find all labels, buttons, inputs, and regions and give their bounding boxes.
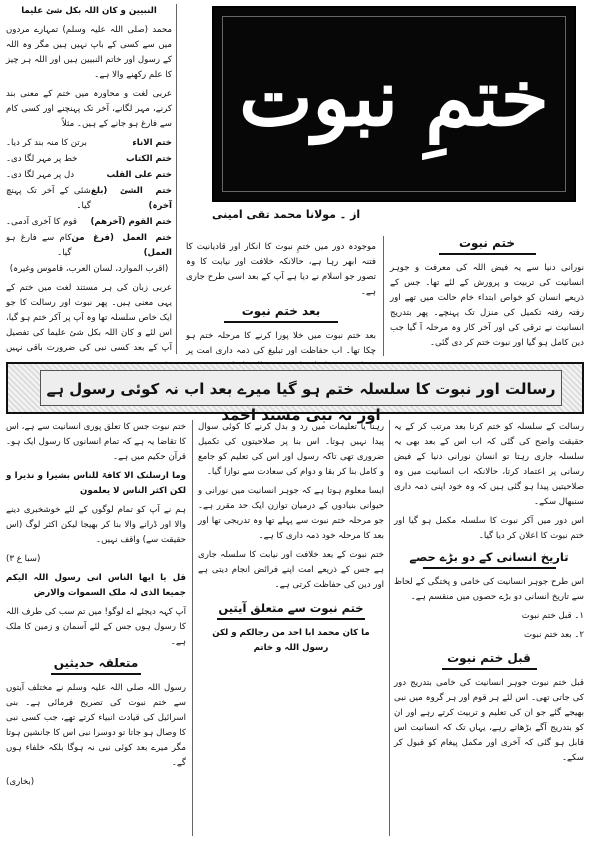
col2-heading: ختم نبوت سے متعلق آیتیں [198,601,384,620]
col3-heading: متعلقہ حدیثیں [6,656,186,675]
column-divider [389,420,390,836]
col3-paragraph: ختم نبوت جس کا تعلق پوری انسانیت سے ہے، اس کا تقاضا یہ ہے کہ تمام انسانوں کا رسول ایک ہو۔ قرآن حکیم میں ہے۔ [6,422,186,462]
verse-translation: آپ کہہ دیجئے اے لوگو! میں تم سب کی طرف اللہ کا رسول ہوں جس کے لئے آسمان و زمین کا ملک ہے۔ [6,607,186,647]
source-note: (اقرب الموارد، لسان العرب، قاموس وغیرہ) [9,264,169,274]
column-divider [176,4,177,354]
mid-top-heading: بعد ختم نبوت [186,304,376,323]
example-row: ختم الاناء برتن کا منہ بند کر دیا۔ [6,138,172,148]
bottom-col-middle [198,420,384,838]
mid-top-paragraph: بعد ختم نبوت میں خلا پورا کرنے کا مرحلہ ختم ہو چکا تھا۔ اب حفاظت اور تبلیغ کی ذمہ داری امت پر [186,331,376,356]
verse-reference: (سبا ع ۳) [6,554,41,564]
page-title: ختمِ نبوت [239,53,549,144]
col1-heading: قبل ختم نبوت [394,651,584,670]
examples-list [6,136,172,261]
right-top-heading: ختم نبوت [390,236,584,255]
col2-paragraph: ختم نبوت کے بعد خلافت اور نیابت کا سلسلہ جاری ہے جس کے ذریعے امت اپنے فرائض انجام دیتی ہے اور دین کی حفاظت کرتی ہے۔ [198,550,384,590]
verse-text: ما کان محمد ابا احد من رجالکم و لکن رسول اللہ و خاتم [212,628,370,653]
col1-paragraph: اس دور میں آکر نبوت کا سلسلہ مکمل ہو گیا اور ختم نبوت کا اعلان کر دیا گیا۔ [394,516,584,541]
column-divider [383,236,384,356]
hadith-text: رسول اللہ صلی اللہ علیہ وسلم نے مختلف آیتوں سے ختم نبوت کی تصریح فرمائی ہے۔ بنی اسرائیل کی قیادت انبیاء کرتے تھے، جب کسی نبی کا وصال ہو جاتا تو دوسرا نبی اس کا جانشین ہوتا مگر میرے بعد کوئی نبی نہ ہوگا بلکہ خلفاء ہوں گے۔ [6,683,186,768]
banner [6,362,584,424]
bottom-col-left [6,420,186,838]
col2-paragraph: رہنا یا تعلیمات میں رد و بدل کرنے کا کوئی سوال پیدا نہیں ہوتا۔ اس بنا پر صلاحیتوں کی تکمیل ضروری تھی تاکہ رسول اور اس کی تعلیم کو جامع و کامل بنا کر بقا و دوام کی سعادت سے نوازا گیا۔ [198,422,384,477]
column-divider [192,420,193,836]
left-top-paragraph: عربی لغت و محاورہ میں ختم کے معنی بند کرنے، مہر لگانے، آخر تک پہنچنے اور کسی کام سے فارغ ہو جانے کے ہیں۔ مثلاً [6,89,172,129]
col1-list-item: ۱۔ قبل ختم نبوت [521,611,584,621]
col2-paragraph: ایسا معلوم ہوتا ہے کہ جوہر انسانیت میں نورانی و حیوانی بنیادوں کے درمیان توازن ایک حد مقرر ہے۔ جو مرحلہ ختم نبوت سے پہلے تھا وہ تدریجی تھا اور بعد کا مرحلہ خود ذمہ داری کا ہے۔ [198,486,384,541]
mid-top-paragraph: موجودہ دور میں ختمِ نبوت کا انکار اور قادیانیت کا فتنہ ابھر رہا ہے، حالانکہ خلافت اور نیابت کا وہ تصور جو اسلام نے دیا ہے آپ کے بعد اسی طرح جاری ہے۔ [186,242,376,297]
example-row: ختم علی القلب دل پر مہر لگا دی۔ [6,170,172,180]
col1-heading: تاریخ انسانی کے دو بڑے حصے [394,550,584,569]
bottom-col-right [394,420,584,838]
title-box [212,6,576,202]
example-row: ختم الشئ (بلغ آخرہ) شئی کے آخر تک پہنچ گیا۔ [6,186,172,211]
example-row: ختم الکتاب خط پر مہر لگا دی۔ [6,154,172,164]
left-top-heading: النبیین و کان اللہ بکل شئ علیما [21,6,157,16]
arabic-verse: قل یا ایھا الناس انی رسول اللہ الیکم جمیعا الذی لہ ملک السموات والارض [6,573,186,598]
mid-top-column [186,240,376,356]
example-row: ختم العمل (فرغ من العمل) کام سے فارغ ہو گیا۔ [6,233,172,258]
arabic-verse: وما ارسلنک الا کافۃ للناس بشیرا و نذیرا و لکن اکثر الناس لا یعلمون [6,471,186,496]
banner-text: رسالت اور نبوت کا سلسلہ ختم ہو گیا میرے بعد اب نہ کوئی رسول ہے اور نہ نبی مسند احمد [46,380,556,424]
left-top-paragraph: عربی زبان کی ہر مستند لغت میں ختم کے یہی معنی ہیں۔ پھر نبوت اور رسالت کا جو ایک خاص سلسلہ تھا وہ آپ پر آکر ختم ہو گیا، اس لئے و کان اللہ بکل شئ علیما کی تفصیل آپ کے بعد کسی نبی کی ضرورت باقی نہیں [6,283,172,353]
col1-paragraph: رسالت کے سلسلہ کو ختم کرنا بعد مرتب کر کے یہ حقیقت واضح کی گئی کہ اب اس کے بعد بھی یہ سلسلہ جاری رہتا تو انسان نورانی دنیا کے فیض رسانی پر اعتماد کرتا، حالانکہ اب انسانیت میں وہ صلاحیتیں پیدا ہو گئی ہیں کہ وہ خود اپنی ذمہ داری سنبھال سکے۔ [394,422,584,507]
hadith-reference: (بخاری) [6,777,35,787]
left-top-column [6,4,172,356]
col1-paragraph: اس طرح جوہر انسانیت کی خامی و پختگی کے لحاظ سے تاریخ انسانی دو بڑے حصوں میں منقسم ہے۔ [394,577,584,602]
right-top-column [390,236,584,356]
byline: از ۔ مولانا محمد تقی امینی [212,208,361,221]
left-top-paragraph: محمد (صلی اللہ علیہ وسلم) تمہارے مردوں میں سے کسی کے باپ نہیں ہیں مگر وہ اللہ کے رسول اور خاتم النبیین ہیں اور اللہ ہر چیز کا علم رکھنے والا ہے۔ [6,25,172,80]
example-row: ختم القوم (آخرھم) قوم کا آخری آدمی۔ [6,217,172,227]
col1-paragraph: قبل ختم نبوت جوہر انسانیت کی خامی بتدریج دور کی جاتی تھی۔ اس لئے ہر قوم اور ہر گروہ میں نبی بھیجے گئے جو ان کی تعلیم و تربیت کرتے رہے اور ان کو بتدریج آگے بڑھاتے رہے، یہاں تک کہ انسانیت اس قابل ہو گئی کہ آخری اور مکمل پیغام کو قبول کر سکے۔ [394,678,584,763]
col1-list-item: ۲۔ بعد ختم نبوت [523,630,584,640]
right-top-paragraph: نورانی دنیا سے یہ فیض اللہ کی معرفت و جوہر انسانیت کی تربیت و پرورش کے لئے تھا۔ جس کے ذریعے انسان کو خواص ابتداء خام حالت میں تھے اور رفتہ رفتہ تکمیل کی منزل تک پہنچے۔ پھر بتدریج انسانیت نے ترقی کی اور آخر کار وہ مرحلہ آ گیا جب دین کامل ہو گیا اور نبوت ختم کر دی گئی۔ [390,263,584,348]
verse-translation: ہم نے آپ کو تمام لوگوں کے لئے خوشخبری دینے والا اور ڈرانے والا بنا کر بھیجا لیکن اکثر لوگ (اس حقیقت سے) واقف نہیں۔ [6,505,186,545]
